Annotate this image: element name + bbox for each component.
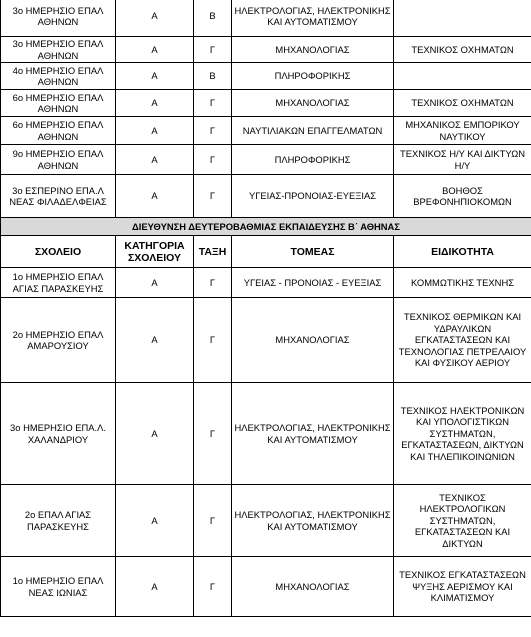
category-cell: Α: [116, 383, 194, 485]
specialty-cell: ΤΕΧΝΙΚΟΣ Η/Υ ΚΑΙ ΔΙΚΤΥΩΝ Η/Υ: [394, 145, 531, 175]
table-row: [1, 117, 531, 145]
table-row: [1, 383, 531, 485]
school-cell: 1ο ΗΜΕΡΗΣΙΟ ΕΠΑΛ ΑΓΙΑΣ ΠΑΡΑΣΚΕΥΗΣ: [1, 268, 116, 298]
category-cell: Α: [116, 298, 194, 383]
category-cell: Α: [116, 557, 194, 617]
table-row: [1, 90, 531, 117]
specialty-cell: ΤΕΧΝΙΚΟΣ ΕΓΚΑΤΑΣΤΑΣΕΩΝ ΨΥΞΗΣ ΑΕΡΙΣΜΟΥ ΚΑΙ ΚΛΙΜΑΤΙΣΜΟΥ: [394, 557, 531, 617]
category-cell: Α: [116, 485, 194, 557]
sector-header: ΤΟΜΕΑΣ: [232, 236, 394, 268]
table-row: [1, 298, 531, 383]
table-row: [1, 63, 531, 90]
school-cell: 4ο ΗΜΕΡΗΣΙΟ ΕΠΑΛ ΑΘΗΝΩΝ: [1, 63, 116, 90]
sector-cell: ΗΛΕΚΤΡΟΛΟΓΙΑΣ, ΗΛΕΚΤΡΟΝΙΚΗΣ ΚΑΙ ΑΥΤΟΜΑΤΙΣΜΟΥ: [232, 0, 394, 37]
specialty-cell: [394, 63, 531, 90]
sector-cell: ΠΛΗΡΟΦΟΡΙΚΗΣ: [232, 145, 394, 175]
table-row: [1, 268, 531, 298]
table-row: [1, 145, 531, 175]
grade-cell: Γ: [194, 383, 232, 485]
sector-cell: ΝΑΥΤΙΛΙΑΚΩΝ ΕΠΑΓΓΕΛΜΑΤΩΝ: [232, 117, 394, 145]
category-cell: Α: [116, 145, 194, 175]
school-cell: 1ο ΗΜΕΡΗΣΙΟ ΕΠΑΛ ΝΕΑΣ ΙΩΝΙΑΣ: [1, 557, 116, 617]
grade-header: ΤΑΞΗ: [194, 236, 232, 268]
grade-cell: Β: [194, 0, 232, 37]
school-cell: 2ο ΗΜΕΡΗΣΙΟ ΕΠΑΛ ΑΜΑΡΟΥΣΙΟΥ: [1, 298, 116, 383]
school-cell: 6ο ΗΜΕΡΗΣΙΟ ΕΠΑΛ ΑΘΗΝΩΝ: [1, 90, 116, 117]
sector-cell: ΠΛΗΡΟΦΟΡΙΚΗΣ: [232, 63, 394, 90]
grade-cell: Γ: [194, 37, 232, 63]
category-header: ΚΑΤΗΓΟΡΙΑ ΣΧΟΛΕΙΟΥ: [116, 236, 194, 268]
specialty-cell: ΤΕΧΝΙΚΟΣ ΟΧΗΜΑΤΩΝ: [394, 90, 531, 117]
sector-cell: ΗΛΕΚΤΡΟΛΟΓΙΑΣ, ΗΛΕΚΤΡΟΝΙΚΗΣ ΚΑΙ ΑΥΤΟΜΑΤΙΣΜΟΥ: [232, 485, 394, 557]
sector-cell: ΥΓΕΙΑΣ - ΠΡΟΝΟΙΑΣ - ΕΥΕΞΙΑΣ: [232, 268, 394, 298]
school-cell: 2ο ΕΠΑΛ ΑΓΙΑΣ ΠΑΡΑΣΚΕΥΗΣ: [1, 485, 116, 557]
specialty-cell: ΤΕΧΝΙΚΟΣ ΗΛΕΚΤΡΟΛΟΓΙΚΩΝ ΣΥΣΤΗΜΑΤΩΝ, ΕΓΚΑΤΑΣΤΑΣΕΩΝ ΚΑΙ ΔΙΚΤΥΩΝ: [394, 485, 531, 557]
grade-cell: Γ: [194, 117, 232, 145]
grade-cell: Γ: [194, 298, 232, 383]
sector-cell: ΗΛΕΚΤΡΟΛΟΓΙΑΣ, ΗΛΕΚΤΡΟΝΙΚΗΣ ΚΑΙ ΑΥΤΟΜΑΤΙΣΜΟΥ: [232, 383, 394, 485]
grade-cell: Γ: [194, 90, 232, 117]
category-cell: Α: [116, 175, 194, 218]
school-cell: 6ο ΗΜΕΡΗΣΙΟ ΕΠΑΛ ΑΘΗΝΩΝ: [1, 117, 116, 145]
grade-cell: Β: [194, 63, 232, 90]
school-cell: 3ο ΗΜΕΡΗΣΙΟ ΕΠΑΛ ΑΘΗΝΩΝ: [1, 0, 116, 37]
grade-cell: Γ: [194, 485, 232, 557]
category-cell: Α: [116, 0, 194, 37]
table-row: [1, 175, 531, 218]
table-row: [1, 0, 531, 37]
sector-cell: ΜΗΧΑΝΟΛΟΓΙΑΣ: [232, 90, 394, 117]
directorate-title: ΔΙΕΥΘΥΝΣΗ ΔΕΥΤΕΡΟΒΑΘΜΙΑΣ ΕΚΠΑΙΔΕΥΣΗΣ Β΄ ΑΘΗΝΑΣ: [1, 218, 531, 236]
specialty-cell: ΤΕΧΝΙΚΟΣ ΟΧΗΜΑΤΩΝ: [394, 37, 531, 63]
directorate-row: [1, 218, 531, 236]
grade-cell: Γ: [194, 175, 232, 218]
category-cell: Α: [116, 268, 194, 298]
school-cell: 3ο ΗΜΕΡΗΣΙΟ ΕΠΑΛ ΑΘΗΝΩΝ: [1, 37, 116, 63]
grade-cell: Γ: [194, 268, 232, 298]
grade-cell: Γ: [194, 145, 232, 175]
table-row: [1, 485, 531, 557]
school-cell: 3ο ΕΣΠΕΡΙΝΟ ΕΠΑ.Λ ΝΕΑΣ ΦΙΛΑΔΕΛΦΕΙΑΣ: [1, 175, 116, 218]
grade-cell: Γ: [194, 557, 232, 617]
specialty-cell: [394, 0, 531, 37]
sector-cell: ΜΗΧΑΝΟΛΟΓΙΑΣ: [232, 37, 394, 63]
category-cell: Α: [116, 63, 194, 90]
specialty-header: ΕΙΔΙΚΟΤΗΤΑ: [394, 236, 531, 268]
school-cell: 3ο ΗΜΕΡΗΣΙΟ ΕΠΑ.Λ. ΧΑΛΑΝΔΡΙΟΥ: [1, 383, 116, 485]
category-cell: Α: [116, 117, 194, 145]
specialty-cell: ΜΗΧΑΝΙΚΟΣ ΕΜΠΟΡΙΚΟΥ ΝΑΥΤΙΚΟΥ: [394, 117, 531, 145]
specialty-cell: ΚΟΜΜΩΤΙΚΗΣ ΤΕΧΝΗΣ: [394, 268, 531, 298]
specialty-cell: ΤΕΧΝΙΚΟΣ ΗΛΕΚΤΡΟΝΙΚΩΝ ΚΑΙ ΥΠΟΛΟΓΙΣΤΙΚΩΝ ΣΥΣΤΗΜΑΤΩΝ, ΕΓΚΑΤΑΣΤΑΣΕΩΝ, ΔΙΚΤΥΩΝ ΚΑΙ ΤΗΛΕΠΙΚΟΙΝΩΝΙΩΝ: [394, 383, 531, 485]
table-row: [1, 557, 531, 617]
school-cell: 9ο ΗΜΕΡΗΣΙΟ ΕΠΑΛ ΑΘΗΝΩΝ: [1, 145, 116, 175]
header-row: [1, 236, 531, 268]
specialty-cell: ΒΟΗΘΟΣ ΒΡΕΦΟΝΗΠΙΟΚΟΜΩΝ: [394, 175, 531, 218]
category-cell: Α: [116, 90, 194, 117]
sector-cell: ΜΗΧΑΝΟΛΟΓΙΑΣ: [232, 557, 394, 617]
specialty-cell: ΤΕΧΝΙΚΟΣ ΘΕΡΜΙΚΩΝ ΚΑΙ ΥΔΡΑΥΛΙΚΩΝ ΕΓΚΑΤΑΣΤΑΣΕΩΝ ΚΑΙ ΤΕΧΝΟΛΟΓΙΑΣ ΠΕΤΡΕΛΑΙΟΥ ΚΑΙ ΦΥΣΙΚΟΥ ΑΕΡΙΟΥ: [394, 298, 531, 383]
sector-cell: ΥΓΕΙΑΣ-ΠΡΟΝΟΙΑΣ-ΕΥΕΞΙΑΣ: [232, 175, 394, 218]
table-row: [1, 37, 531, 63]
sector-cell: ΜΗΧΑΝΟΛΟΓΙΑΣ: [232, 298, 394, 383]
category-cell: Α: [116, 37, 194, 63]
school-header: ΣΧΟΛΕΙΟ: [1, 236, 116, 268]
